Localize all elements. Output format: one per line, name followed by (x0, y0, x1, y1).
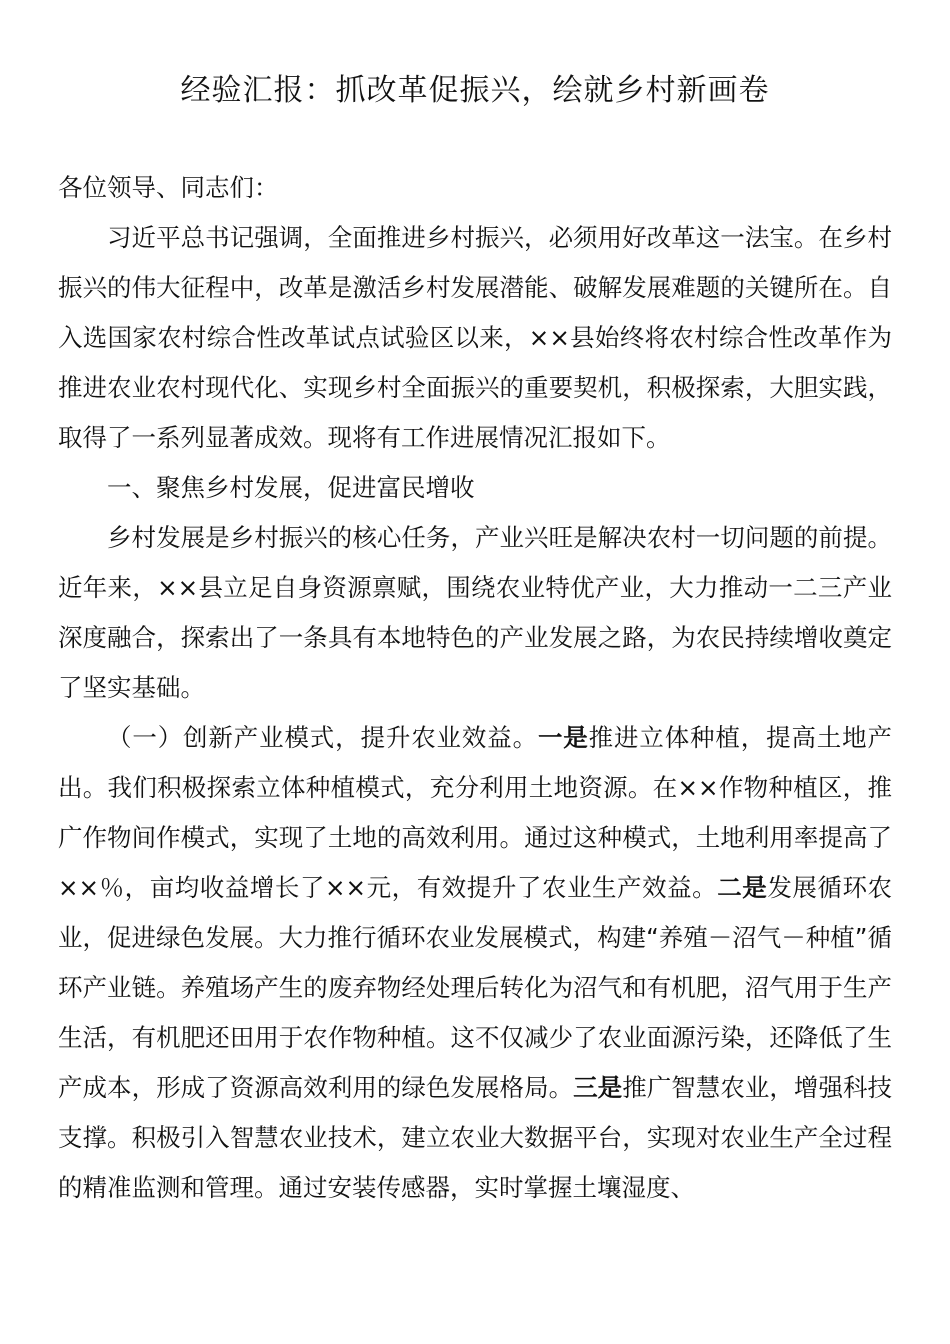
point-2-text: 发展循环农业，促进绿色发展。大力推行循环农业发展模式，构建“养殖－沼气－种植”循环产业链。养殖场产生的废弃物经处理后转化为沼气和有机肥，沼气用于生产生活，有机肥还田用于农作物种植。这不仅减少了农业面源污染，还降低了生产成本，形成了资源高效利用的绿色发展格局。 (58, 873, 893, 1102)
point-2-label: 二是 (717, 873, 768, 902)
point-1-label: 一是 (537, 723, 589, 752)
section-heading: 一、聚焦乡村发展，促进富民增收 (107, 473, 475, 502)
section-paragraph: 乡村发展是乡村振兴的核心任务，产业兴旺是解决农村一切问题的前提。近年来，××县立足自身资源禀赋，围绕农业特优产业，大力推动一二三产业深度融合，探索出了一条具有本地特色的产业发展之路，为农民持续增收奠定了坚实基础。 (58, 523, 892, 702)
point-1-text: 推进立体种植，提高土地产出。我们积极探索立体种植模式，充分利用土地资源。在××作物种植区，推广作物间作模式，实现了土地的高效利用。通过这种模式，土地利用率提高了××％，亩均收益增长了××元，有效提升了农业生产效益。 (58, 723, 893, 902)
point-3-text: 推广智慧农业，增强科技支撑。积极引入智慧农业技术，建立农业大数据平台，实现对农业生产全过程的精准监测和管理。通过安装传感器，实时掌握土壤湿度、 (58, 1073, 893, 1202)
document-title: 经验汇报：抓改革促振兴，绘就乡村新画卷 (180, 73, 770, 108)
subsection-paragraph (58, 713, 892, 1213)
subsection-heading: （一）创新产业模式，提升农业效益。 (107, 723, 538, 752)
document-body (58, 163, 892, 1213)
point-3-label: 三是 (573, 1073, 623, 1102)
salutation: 各位领导、同志们： (58, 173, 279, 202)
intro-paragraph: 习近平总书记强调，全面推进乡村振兴，必须用好改革这一法宝。在乡村振兴的伟大征程中，改革是激活乡村发展潜能、破解发展难题的关键所在。自入选国家农村综合性改革试点试验区以来，××县始终将农村综合性改革作为推进农业农村现代化、实现乡村全面振兴的重要契机，积极探索，大胆实践，取得了一系列显著成效。现将有工作进展情况汇报如下。 (58, 223, 892, 452)
